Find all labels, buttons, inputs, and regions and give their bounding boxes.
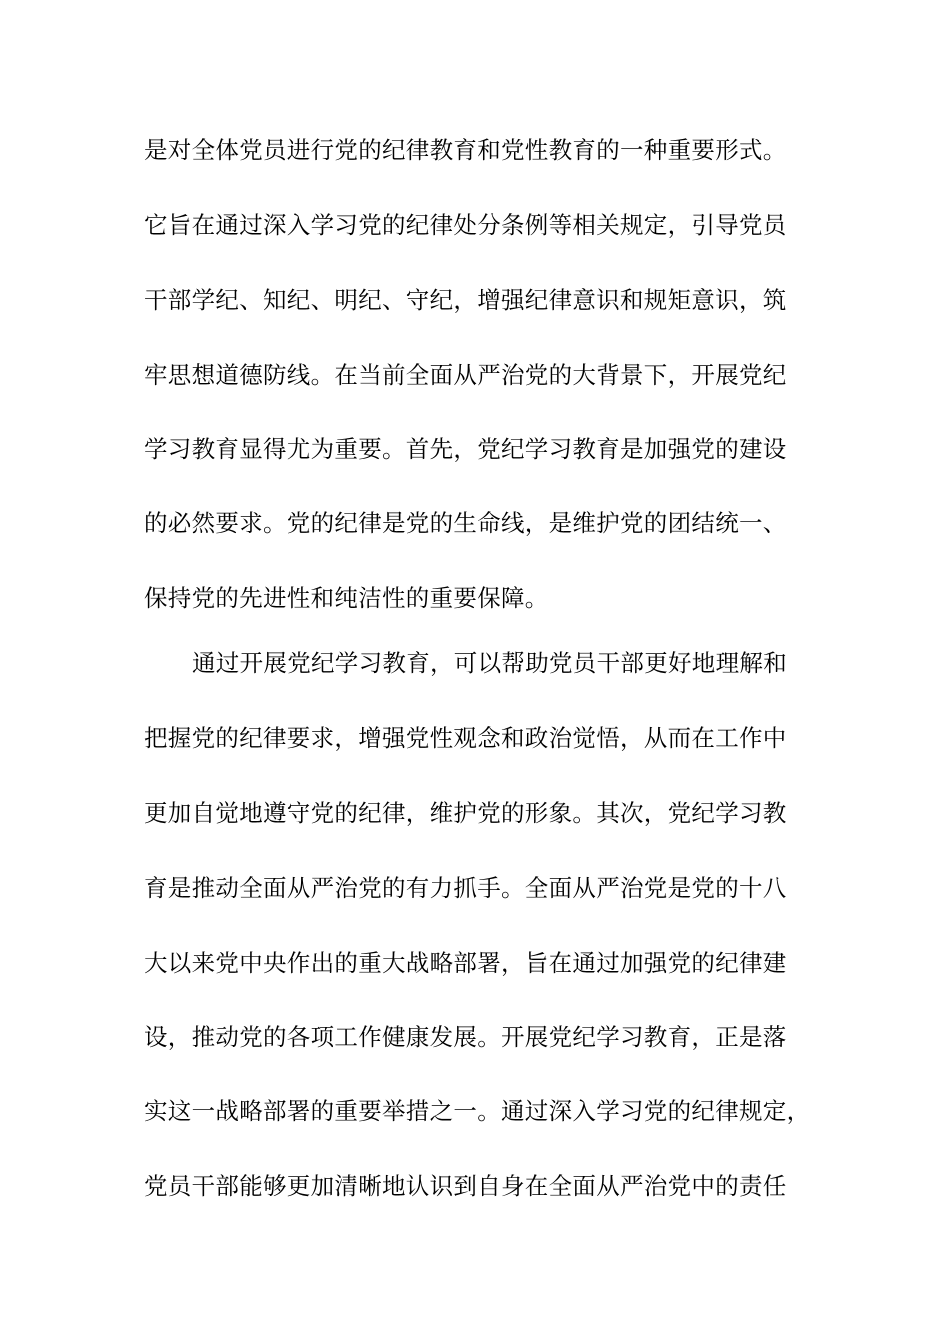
text-line: 大以来党中央作出的重大战略部署，旨在通过加强党的纪律建 bbox=[144, 949, 787, 977]
text-line: 育是推动全面从严治党的有力抓手。全面从严治党是党的十八 bbox=[144, 874, 787, 902]
text-line: 学习教育显得尤为重要。首先，党纪学习教育是加强党的建设 bbox=[144, 435, 787, 463]
text-line: 的必然要求。党的纪律是党的生命线，是维护党的团结统一、 bbox=[144, 509, 787, 537]
paragraph-first-line: 通过开展党纪学习教育，可以帮助党员干部更好地理解和 bbox=[192, 649, 787, 677]
text-line: 实这一战略部署的重要举措之一。通过深入学习党的纪律规定， bbox=[144, 1097, 811, 1125]
text-line: 更加自觉地遵守党的纪律，维护党的形象。其次，党纪学习教 bbox=[144, 799, 787, 827]
text-line: 党员干部能够更加清晰地认识到自身在全面从严治党中的责任 bbox=[144, 1172, 787, 1200]
text-line: 保持党的先进性和纯洁性的重要保障。 bbox=[144, 584, 549, 612]
text-line: 它旨在通过深入学习党的纪律处分条例等相关规定，引导党员 bbox=[144, 211, 787, 239]
text-line: 牢思想道德防线。在当前全面从严治党的大背景下，开展党纪 bbox=[144, 361, 787, 389]
text-line: 干部学纪、知纪、明纪、守纪，增强纪律意识和规矩意识，筑 bbox=[144, 286, 787, 314]
text-line: 是对全体党员进行党的纪律教育和党性教育的一种重要形式。 bbox=[144, 136, 787, 164]
text-line: 把握党的纪律要求，增强党性观念和政治觉悟，从而在工作中 bbox=[144, 724, 787, 752]
text-line: 设，推动党的各项工作健康发展。开展党纪学习教育，正是落 bbox=[144, 1023, 787, 1051]
